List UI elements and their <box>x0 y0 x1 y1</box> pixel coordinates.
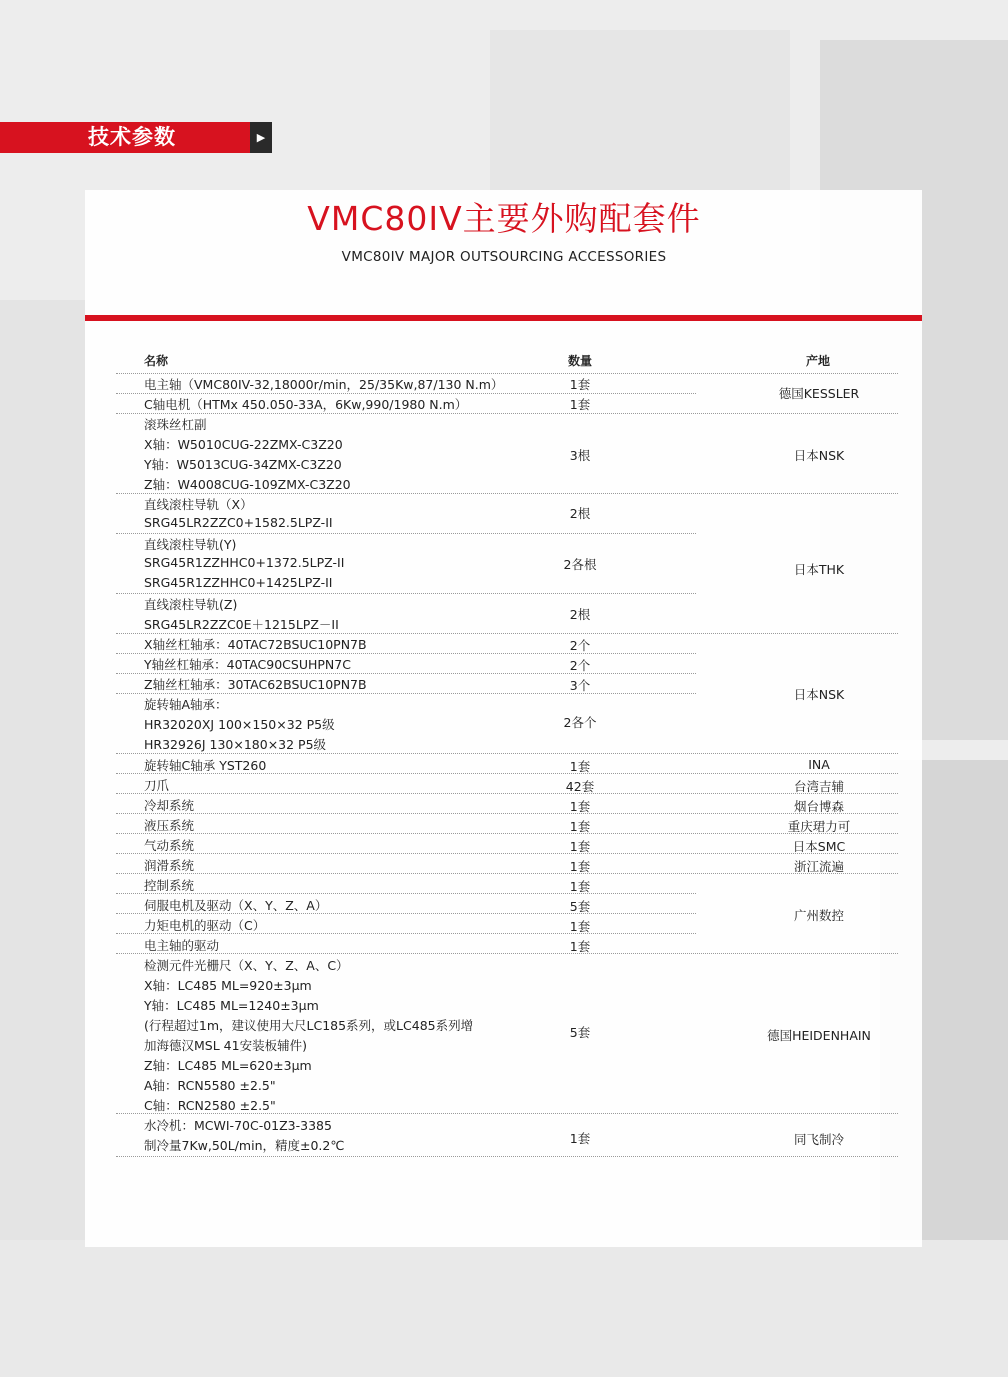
item-name: A轴：RCN5580 ±2.5" <box>144 1078 276 1093</box>
item-qty: 1套 <box>569 377 591 392</box>
item-qty: 3根 <box>569 448 591 463</box>
table-rule <box>116 593 696 594</box>
title-divider <box>85 315 922 321</box>
item-name: C轴：RCN2580 ±2.5" <box>144 1098 276 1113</box>
item-name: 制冷量7Kw,50L/min，精度±0.2℃ <box>144 1138 345 1153</box>
item-name: 直线滚柱导轨(Y) <box>144 537 237 552</box>
item-qty: 42套 <box>565 779 595 794</box>
item-origin: 日本NSK <box>793 448 845 463</box>
item-name: X轴：LC485 ML=920±3μm <box>144 978 312 993</box>
item-name: 气动系统 <box>144 838 195 853</box>
section-label: 技术参数 <box>88 125 176 149</box>
item-name: Y轴：LC485 ML=1240±3μm <box>144 998 319 1013</box>
table-rule <box>116 533 696 534</box>
background-photo-region <box>0 300 85 1377</box>
item-origin: 同飞制冷 <box>793 1132 844 1147</box>
item-origin: 浙江流遍 <box>793 859 844 874</box>
item-qty: 2各根 <box>563 557 597 572</box>
item-name: 刀爪 <box>144 778 170 793</box>
item-qty: 5套 <box>569 1025 591 1040</box>
item-name: SRG45R1ZZHHC0+1372.5LPZ-II <box>144 555 345 570</box>
item-name: SRG45LR2ZZC0+1582.5LPZ-II <box>144 515 333 530</box>
item-qty: 2各个 <box>563 715 597 730</box>
item-qty: 1套 <box>569 859 591 874</box>
item-qty: 2个 <box>569 658 591 673</box>
item-name: 润滑系统 <box>144 858 195 873</box>
item-name: HR32020XJ 100×150×32 P5级 <box>144 717 335 732</box>
item-qty: 1套 <box>569 879 591 894</box>
item-origin: 日本SMC <box>792 839 846 854</box>
play-arrow-icon: ▶ <box>250 122 272 153</box>
item-qty: 1套 <box>569 799 591 814</box>
item-origin: 日本NSK <box>793 687 845 702</box>
item-name: 直线滚柱导轨（X） <box>144 497 253 512</box>
item-name: HR32926J 130×180×32 P5级 <box>144 737 327 752</box>
background-photo-region <box>0 1240 1008 1377</box>
item-name: Z轴丝杠轴承：30TAC62BSUC10PN7B <box>144 677 367 692</box>
item-name: 力矩电机的驱动（C） <box>144 918 266 933</box>
item-name: 液压系统 <box>144 818 195 833</box>
column-header-name: 名称 <box>144 354 169 368</box>
item-name: Z轴：LC485 ML=620±3μm <box>144 1058 312 1073</box>
item-name: 旋转轴C轴承 YST260 <box>144 758 267 773</box>
item-name: X轴丝杠轴承：40TAC72BSUC10PN7B <box>144 637 367 652</box>
table-rule <box>116 493 898 494</box>
item-origin: 烟台博森 <box>793 799 844 814</box>
item-qty: 2个 <box>569 638 591 653</box>
item-name: X轴：W5010CUG-22ZMX-C3Z20 <box>144 437 343 452</box>
column-header-origin: 产地 <box>806 354 831 368</box>
table-rule <box>116 953 898 954</box>
item-origin: INA <box>808 757 830 772</box>
item-qty: 1套 <box>569 1131 591 1146</box>
item-qty: 2根 <box>569 607 591 622</box>
item-name: 电主轴的驱动 <box>144 938 220 953</box>
item-name: 检测元件光栅尺（X、Y、Z、A、C） <box>144 958 349 973</box>
item-qty: 1套 <box>569 839 591 854</box>
table-rule <box>116 633 898 634</box>
item-qty: 2根 <box>569 506 591 521</box>
item-name: Y轴丝杠轴承：40TAC90CSUHPN7C <box>144 657 351 672</box>
item-name: SRG45R1ZZHHC0+1425LPZ-II <box>144 575 333 590</box>
item-qty: 5套 <box>569 899 591 914</box>
item-qty: 1套 <box>569 819 591 834</box>
item-qty: 1套 <box>569 397 591 412</box>
table-rule <box>116 1156 898 1157</box>
table-rule <box>116 373 898 374</box>
item-name: 滚珠丝杠副 <box>144 417 207 432</box>
item-qty: 1套 <box>569 939 591 954</box>
item-name: C轴电机（HTMx 450.050-33A，6Kw,990/1980 N.m） <box>144 397 468 412</box>
page-subtitle: VMC80IV MAJOR OUTSOURCING ACCESSORIES <box>341 249 667 265</box>
item-name: 水冷机：MCWI-70C-01Z3-3385 <box>144 1118 332 1133</box>
item-origin: 德国HEIDENHAIN <box>767 1028 871 1043</box>
item-name: Y轴：W5013CUG-34ZMX-C3Z20 <box>144 457 342 472</box>
table-rule <box>116 753 898 754</box>
item-name: 控制系统 <box>144 878 195 893</box>
section-ribbon <box>0 122 250 153</box>
table-rule <box>116 413 898 414</box>
item-name: 加海德汉MSL 41安装板辅件) <box>144 1038 307 1053</box>
column-header-qty: 数量 <box>568 354 593 368</box>
item-qty: 3个 <box>569 678 591 693</box>
item-qty: 1套 <box>569 759 591 774</box>
item-origin: 重庆珺力可 <box>787 819 851 834</box>
item-qty: 1套 <box>569 919 591 934</box>
table-rule <box>116 393 696 394</box>
page-title: VMC80IV主要外购配套件 <box>307 199 701 238</box>
item-origin: 日本THK <box>793 562 845 577</box>
item-name: 直线滚柱导轨(Z) <box>144 597 238 612</box>
item-name: Z轴：W4008CUG-109ZMX-C3Z20 <box>144 477 351 492</box>
item-name: 伺服电机及驱动（X、Y、Z、A） <box>144 898 328 913</box>
item-name: (行程超过1m，建议使用大尺LC185系列，或LC485系列增 <box>144 1018 474 1033</box>
item-origin: 广州数控 <box>793 908 844 923</box>
item-name: 电主轴（VMC80IV-32,18000r/min，25/35Kw,87/130 N.m） <box>144 377 504 392</box>
item-origin: 德国KESSLER <box>778 386 860 401</box>
item-origin: 台湾吉辅 <box>793 779 844 794</box>
item-name: 冷却系统 <box>144 798 195 813</box>
item-name: SRG45LR2ZZC0E＋1215LPZ－II <box>144 617 339 632</box>
item-name: 旋转轴A轴承： <box>144 697 228 712</box>
